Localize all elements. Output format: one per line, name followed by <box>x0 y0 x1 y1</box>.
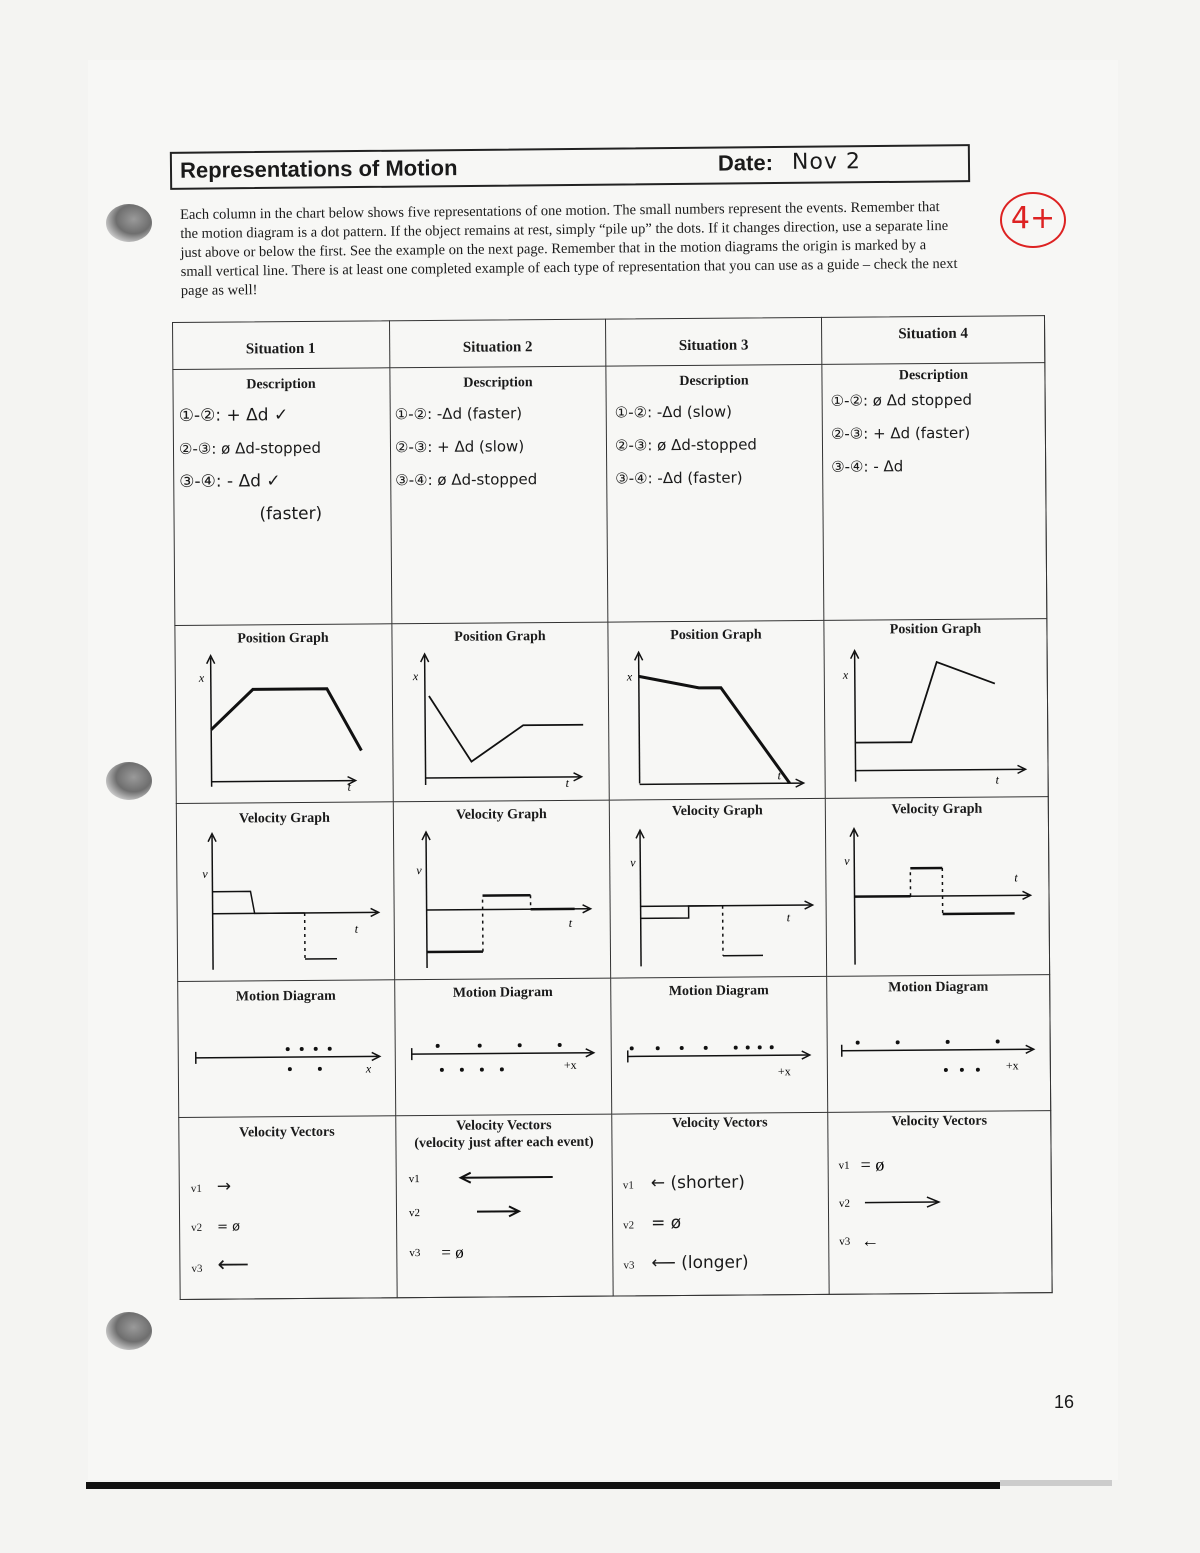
velocity-graph-label: Velocity Graph <box>891 801 983 818</box>
position-graph-1 <box>175 650 394 802</box>
motion-axis-label: +x <box>563 1057 577 1072</box>
velocity-graph-1 <box>176 828 395 980</box>
x-axis-label: x <box>842 667 849 682</box>
velocity-graph-3 <box>610 825 827 977</box>
vector-value: ⟵ (longer) <box>651 1252 749 1274</box>
vector-value: = ø <box>441 1242 464 1262</box>
situation-4-header: Situation 4 <box>822 315 1045 365</box>
vector-label: v1 <box>622 1179 634 1192</box>
velocity-vectors-label: Velocity Vectors <box>671 1115 768 1132</box>
description-line: ②-③: ø Δd-stopped <box>178 438 322 458</box>
motion-diagram-label: Motion Diagram <box>888 979 989 996</box>
situation-2-header: Situation 2 <box>390 319 606 369</box>
velocity-graph-cell-4 <box>826 797 1050 977</box>
vector-list-3 <box>623 1163 829 1285</box>
description-line: ③-④: ø Δd-stopped <box>395 470 538 490</box>
motion-diagram-4 <box>827 1005 1051 1107</box>
description-cell-1 <box>172 368 392 626</box>
description-line: ③-④: - Δd <box>831 457 904 476</box>
v-axis-label: v <box>416 863 422 878</box>
motion-axis-label: x <box>365 1061 372 1076</box>
vector-value: ← <box>861 1230 880 1251</box>
vector-value: ⟵ <box>217 1252 250 1278</box>
situation-1-header: Situation 1 <box>172 320 390 370</box>
position-graph-3 <box>609 647 826 799</box>
v-axis-label: v <box>844 853 850 868</box>
v-axis-label: v <box>202 866 208 881</box>
motion-diagram-cell-1 <box>177 980 396 1118</box>
motion-diagram-cell-4 <box>827 975 1051 1113</box>
x-axis-label: x <box>198 670 205 685</box>
vector-list-2 <box>397 1167 614 1289</box>
vector-arrow-v2 <box>865 1202 937 1203</box>
velocity-vectors-label: Velocity Vectors <box>239 1124 335 1141</box>
velocity-vectors-cell-4 <box>828 1111 1052 1295</box>
description-line: ②-③: ø Δd-stopped <box>614 435 757 455</box>
vector-label: v3 <box>839 1235 851 1248</box>
description-label: Description <box>898 367 969 384</box>
t-axis-label: t <box>354 921 359 936</box>
x-axis-label: x <box>412 669 419 684</box>
page-number: 16 <box>1054 1392 1075 1412</box>
velocity-vectors-cell-3 <box>612 1113 829 1297</box>
velocity-vectors-cell-1 <box>178 1116 397 1300</box>
title-box <box>170 144 970 190</box>
binder-hole-middle <box>106 762 152 800</box>
vector-label: v2 <box>191 1221 203 1234</box>
description-line: ①-②: ø Δd stopped <box>830 390 973 410</box>
description-line: ①-②: + Δd ✓ <box>178 405 289 426</box>
vector-label: v2 <box>408 1207 421 1220</box>
vector-row <box>623 1243 828 1285</box>
vector-value: → <box>216 1176 232 1197</box>
vector-label: v3 <box>409 1247 421 1260</box>
vector-row <box>623 1163 828 1205</box>
position-graph-label: Position Graph <box>237 630 329 647</box>
description-line: ②-③: + Δd (slow) <box>394 437 525 457</box>
motion-diagram-label: Motion Diagram <box>235 988 336 1005</box>
vector-value: = ø <box>217 1219 241 1235</box>
motion-diagram-1 <box>177 1010 396 1112</box>
t-axis-label: t <box>777 768 781 783</box>
vector-row <box>191 1166 396 1208</box>
vector-label: v3 <box>191 1262 203 1275</box>
position-graph-cell-2 <box>392 623 609 803</box>
date-label: Date: <box>717 150 774 176</box>
vector-value: = ø <box>651 1213 682 1234</box>
scan-edge-bar <box>86 1482 1000 1489</box>
velocity-graph-cell-1 <box>176 802 395 982</box>
position-graph-label: Position Graph <box>670 627 762 644</box>
t-axis-label: t <box>1014 870 1018 885</box>
t-axis-label: t <box>565 775 570 790</box>
x-axis-label: x <box>626 669 633 684</box>
velocity-graph-2 <box>394 827 611 979</box>
velocity-graph-cell-2 <box>394 801 611 981</box>
t-axis-label: t <box>568 915 573 930</box>
velocity-vectors-cell-2 <box>396 1115 613 1299</box>
vector-label: v2 <box>623 1219 635 1232</box>
motion-diagram-label: Motion Diagram <box>668 983 769 1000</box>
position-graph-4 <box>825 645 1049 797</box>
grade-mark: 4+ <box>1000 192 1066 248</box>
vector-label: v1 <box>190 1182 202 1195</box>
vector-label: v3 <box>623 1259 635 1272</box>
motion-diagram-cell-3 <box>611 977 828 1115</box>
velocity-vectors-label: Velocity Vectors <box>456 1118 552 1134</box>
description-label: Description <box>463 375 533 391</box>
description-label: Description <box>246 376 316 393</box>
vector-row <box>191 1245 396 1288</box>
position-graph-cell-4 <box>824 619 1048 799</box>
vector-arrow-v1 <box>463 1177 553 1178</box>
situation-3-header: Situation 3 <box>606 317 822 367</box>
vector-value: ← (shorter) <box>650 1172 745 1194</box>
binder-hole-top <box>106 204 152 242</box>
description-text-3 <box>615 395 823 496</box>
position-graph-label: Position Graph <box>889 621 982 638</box>
page-title: Representations of Motion <box>179 155 458 183</box>
position-graph-cell-3 <box>608 621 825 801</box>
description-line: ③-④: -Δd (faster) <box>615 468 743 488</box>
motion-diagram-label: Motion Diagram <box>452 985 553 1001</box>
vector-row <box>623 1203 828 1245</box>
vector-value: = ø <box>860 1154 885 1175</box>
date-value: Nov 2 <box>791 149 862 175</box>
velocity-vectors-label: Velocity Vectors <box>891 1113 988 1130</box>
position-graph-cell-1 <box>174 624 393 804</box>
velocity-graph-label: Velocity Graph <box>455 807 547 823</box>
description-text-1 <box>179 398 391 532</box>
motion-axis-label: +x <box>1005 1058 1019 1073</box>
vector-label: v1 <box>408 1173 420 1186</box>
motion-diagram-2 <box>395 1009 612 1111</box>
velocity-graph-label: Velocity Graph <box>238 810 330 827</box>
velocity-graph-cell-3 <box>610 799 827 979</box>
instructions-paragraph: Each column in the chart below shows five representations of one motion. The small numbers represent the events. Remember that the motion diagram is a dot pattern. If the object remains at rest, simply “pile up” the dots. If it changes direction, use a separate line just above or below the first. See the example on the next page. Remember that in the motion diagrams the origin is marked by a small vertical line. There is at least one completed example of each type of representation that you can use as a guide – check the next page as well! <box>180 199 958 299</box>
vector-row <box>191 1206 396 1247</box>
scan-edge-bar-light <box>1000 1480 1112 1486</box>
description-cell-2 <box>390 367 608 625</box>
position-graph-2 <box>393 649 610 801</box>
motion-axis-label: +x <box>777 1064 791 1079</box>
motion-diagram-3 <box>611 1007 828 1109</box>
description-line: (faster) <box>259 503 323 525</box>
vector-list-4 <box>828 1145 1052 1277</box>
velocity-graph-4 <box>826 823 1050 975</box>
description-line: ①-②: -Δd (faster) <box>394 404 523 424</box>
representations-table <box>172 315 1053 1300</box>
vector-list-1 <box>191 1166 397 1288</box>
velocity-vectors-note: (velocity just after each event) <box>414 1134 594 1152</box>
description-text-2 <box>395 397 607 498</box>
description-text-4 <box>831 383 1046 484</box>
t-axis-label: t <box>347 779 352 794</box>
description-line: ③-④: - Δd ✓ <box>179 471 281 492</box>
description-label: Description <box>679 373 749 390</box>
description-line: ①-②: -Δd (slow) <box>614 402 733 422</box>
motion-diagram-cell-2 <box>395 979 612 1117</box>
description-cell-4 <box>822 363 1047 621</box>
v-axis-label: v <box>630 855 636 870</box>
binder-hole-bottom <box>106 1312 152 1350</box>
velocity-graph-label: Velocity Graph <box>671 803 763 820</box>
position-graph-label: Position Graph <box>454 629 546 645</box>
t-axis-label: t <box>786 910 791 925</box>
t-axis-label: t <box>995 772 1000 787</box>
vector-label: v2 <box>838 1197 850 1210</box>
vector-label: v1 <box>838 1159 850 1172</box>
description-cell-3 <box>606 365 824 623</box>
description-line: ②-③: + Δd (faster) <box>830 423 971 443</box>
